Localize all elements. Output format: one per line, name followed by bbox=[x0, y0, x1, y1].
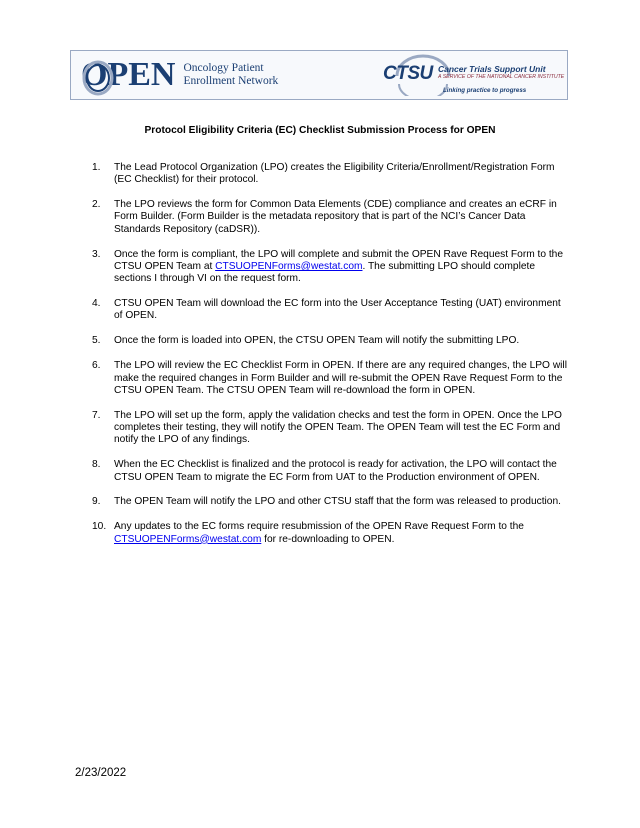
list-item bbox=[92, 249, 572, 286]
step-text: When the EC Checklist is finalized and the protocol is ready for activation, the LPO will contact the CTSU OPEN Team to migrate the EC Form from UAT to the Production environment of OPEN. bbox=[114, 459, 557, 483]
step-text: The OPEN Team will notify the LPO and other CTSU staff that the form was released to production. bbox=[114, 496, 561, 508]
step-number: 4. bbox=[92, 298, 101, 310]
ctsu-logo-text: CTSU bbox=[383, 63, 433, 84]
ctsu-title: Cancer Trials Support Unit bbox=[438, 64, 546, 74]
open-subtitle bbox=[183, 62, 278, 88]
header-banner bbox=[70, 50, 568, 100]
step-number: 7. bbox=[92, 409, 101, 421]
list-item bbox=[92, 298, 572, 323]
open-logo bbox=[79, 56, 278, 94]
step-number: 10. bbox=[92, 521, 107, 533]
step-text: The LPO will set up the form, apply the validation checks and test the form in OPEN. Once the LPO completes their testing, they will notify the OPEN Team. The OPEN Team will test the EC Form and notify the LPO of any findings. bbox=[114, 409, 562, 446]
step-number: 6. bbox=[92, 360, 101, 372]
open-ring-icon bbox=[81, 59, 115, 97]
step-text: Once the form is loaded into OPEN, the CTSU OPEN Team will notify the submitting LPO. bbox=[114, 335, 520, 347]
step-number: 3. bbox=[92, 248, 101, 260]
email-link[interactable]: CTSUOPENForms@westat.com bbox=[215, 260, 363, 272]
step-number: 5. bbox=[92, 335, 101, 347]
step-text: The LPO reviews the form for Common Data Elements (CDE) compliance and creates an eCRF in Form Builder. (Form Builder is the metadata repository that is part of the NCI’s Cancer Data Standards Repository (caDSR)). bbox=[114, 199, 557, 235]
step-text: The Lead Protocol Organization (LPO) creates the Eligibility Criteria/Enrollment/Registration Form (EC Checklist) for their protocol. bbox=[114, 162, 555, 186]
open-subtitle-line2: Enrollment Network bbox=[183, 75, 279, 87]
step-text-before: Any updates to the EC forms require resubmission of the OPEN Rave Request Form to the bbox=[114, 521, 524, 533]
document-title: Protocol Eligibility Criteria (EC) Checklist Submission Process for OPEN bbox=[144, 125, 496, 136]
ctsu-logo bbox=[383, 54, 565, 96]
step-text: CTSU OPEN Team will download the EC form into the User Acceptance Testing (UAT) environment of OPEN. bbox=[114, 298, 561, 322]
list-item bbox=[92, 360, 572, 397]
list-item bbox=[92, 459, 572, 484]
step-number: 1. bbox=[92, 162, 101, 173]
list-item bbox=[92, 410, 572, 447]
step-text-before: Once the form is compliant, the LPO will complete and submit the OPEN Rave Request Form to the CTSU OPEN Team at bbox=[114, 248, 564, 272]
email-link[interactable]: CTSUOPENForms@westat.com bbox=[114, 533, 262, 545]
list-item bbox=[92, 521, 572, 546]
ctsu-service-line: A SERVICE OF THE NATIONAL CANCER INSTITUTE bbox=[438, 74, 565, 80]
step-number: 9. bbox=[92, 496, 101, 508]
list-item bbox=[92, 162, 572, 187]
ctsu-tagline: Linking practice to progress bbox=[443, 87, 527, 94]
step-number: 8. bbox=[92, 459, 101, 471]
step-number: 2. bbox=[92, 199, 101, 211]
list-item bbox=[92, 335, 572, 347]
list-item bbox=[92, 199, 572, 236]
step-text-after: . The submitting LPO should complete sections I through VI on the request form. bbox=[114, 260, 536, 285]
step-text-after: for re-downloading to OPEN. bbox=[261, 533, 395, 545]
open-subtitle-line1: Oncology Patient bbox=[183, 62, 264, 74]
footer-date: 2/23/2022 bbox=[75, 767, 127, 779]
steps-list bbox=[92, 162, 572, 558]
open-logo-text: OPEN bbox=[81, 56, 176, 93]
list-item bbox=[92, 496, 572, 508]
step-text: The LPO will review the EC Checklist Form in OPEN. If there are any required changes, the LPO will make the required changes in Form Builder and will re-submit the OPEN Rave Request Form to the CTSU OPEN Team. The CTSU OPEN Team will re-download the form in OPEN. bbox=[114, 360, 567, 396]
